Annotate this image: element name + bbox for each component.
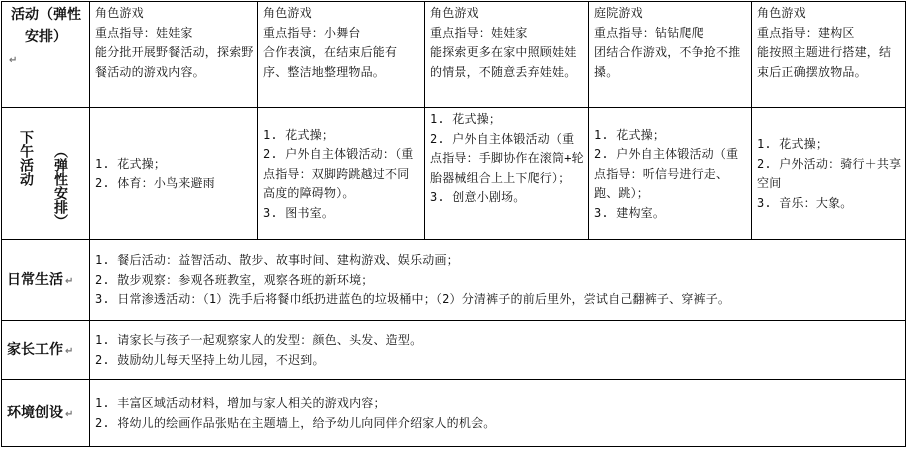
daily-item: 1. 餐后活动：益智活动、散步、故事时间、建构游戏、娱乐动画； [95, 253, 459, 268]
activity-header-cell: 活动（弹性安排） ↵ [2, 2, 90, 108]
afternoon-item: 3. 创意小剧场。 [430, 190, 526, 205]
afternoon-item: 2. 户外自主体锻活动：（重点指导：双脚跨跳越过不同高度的障碍物）。 [263, 147, 414, 201]
activity-cell-wed [425, 2, 589, 108]
activity-type: 角色游戏 [263, 6, 312, 20]
daily-header: 日常生活 [7, 271, 63, 288]
afternoon-item: 2. 户外自主体锻活动（重点指导：手脚协作在滚筒+轮胎器械组合上上下爬行）； [430, 131, 584, 185]
activity-focus: 重点指导：小舞台 [263, 25, 361, 40]
parents-item: 2. 鼓励幼儿每天坚持上幼儿园，不迟到。 [95, 352, 325, 367]
environment-item: 1. 丰富区域活动材料，增加与家人相关的游戏内容； [95, 396, 386, 411]
daily-item: 2. 散步观察：参观各班教室，观察各班的新环境； [95, 272, 374, 287]
activity-cell-thu [589, 2, 752, 108]
afternoon-item: 2. 体育：小鸟来避雨 [95, 176, 215, 191]
activity-cell-tue [258, 2, 425, 108]
afternoon-header: 下午活动 [18, 130, 34, 187]
afternoon-item: 3. 图书室。 [263, 205, 335, 220]
afternoon-header-cell [2, 108, 90, 239]
activity-type: 庭院游戏 [594, 6, 643, 20]
afternoon-cell-thu [589, 108, 752, 239]
activity-desc: 能按照主题进行搭建，结束后正确摆放物品。 [757, 45, 892, 79]
activity-desc: 团结合作游戏，不争抢不推搡。 [594, 45, 741, 79]
activity-header: 活动（弹性安排） [11, 7, 81, 45]
daily-header-cell: 日常生活 ↵ [2, 239, 90, 320]
afternoon-header-flex: （弹性安排） [52, 144, 68, 229]
parents-header: 家长工作 [7, 341, 63, 358]
activity-desc: 能分批开展野餐活动，探索野餐活动的游戏内容。 [95, 45, 254, 79]
afternoon-item: 1. 花式操； [95, 156, 167, 171]
afternoon-item: 1. 花式操； [263, 127, 335, 142]
environment-row [2, 379, 906, 446]
activity-focus: 重点指导：娃娃家 [430, 25, 528, 40]
activity-focus: 重点指导：建构区 [757, 25, 855, 40]
activity-type: 角色游戏 [95, 6, 144, 20]
environment-item: 2. 将幼儿的绘画作品张贴在主题墙上，给予幼儿向同伴介绍家人的机会。 [95, 415, 496, 430]
activity-cell-fri [752, 2, 906, 108]
activity-type: 角色游戏 [757, 6, 806, 20]
environment-header-cell: 环境创设 ↵ [2, 379, 90, 446]
parents-header-cell: 家长工作 ↵ [2, 320, 90, 379]
afternoon-cell-tue [258, 108, 425, 239]
daily-item: 3. 日常渗透活动：（1）洗手后将餐巾纸扔进蓝色的垃圾桶中；（2）分清裤子的前后里外，尝试自己翻裤子、穿裤子。 [95, 292, 731, 307]
afternoon-item: 2. 户外自主体锻活动（重点指导：听信号进行走、跑、跳）； [594, 147, 739, 201]
daily-content-cell [90, 239, 906, 320]
afternoon-item: 3. 建构室。 [594, 205, 666, 220]
environment-content-cell [90, 379, 906, 446]
activity-row [2, 2, 906, 108]
activity-desc: 合作表演，在结束后能有序、整洁地整理物品。 [263, 45, 398, 79]
daily-row [2, 239, 906, 320]
afternoon-item: 3. 音乐：大象。 [757, 195, 853, 210]
afternoon-row [2, 108, 906, 239]
afternoon-item: 2. 户外活动：骑行＋共享空间 [757, 156, 902, 191]
environment-header: 环境创设 [7, 404, 63, 421]
activity-focus: 重点指导：钻钻爬爬 [594, 25, 704, 40]
afternoon-item: 1. 花式操； [430, 112, 502, 127]
parents-item: 1. 请家长与孩子一起观察家人的发型：颜色、头发、造型。 [95, 333, 423, 348]
weekly-plan-table [1, 1, 906, 447]
activity-desc: 能探索更多在家中照顾娃娃的情景，不随意丢弃娃娃。 [430, 45, 577, 79]
afternoon-cell-fri [752, 108, 906, 239]
afternoon-cell-mon [90, 108, 258, 239]
parents-content-cell [90, 320, 906, 379]
afternoon-item: 1. 花式操； [757, 137, 829, 152]
afternoon-item: 1. 花式操； [594, 127, 666, 142]
activity-focus: 重点指导：娃娃家 [95, 25, 193, 40]
afternoon-cell-wed [425, 108, 589, 239]
activity-cell-mon [90, 2, 258, 108]
activity-type: 角色游戏 [430, 6, 479, 20]
parents-row [2, 320, 906, 379]
